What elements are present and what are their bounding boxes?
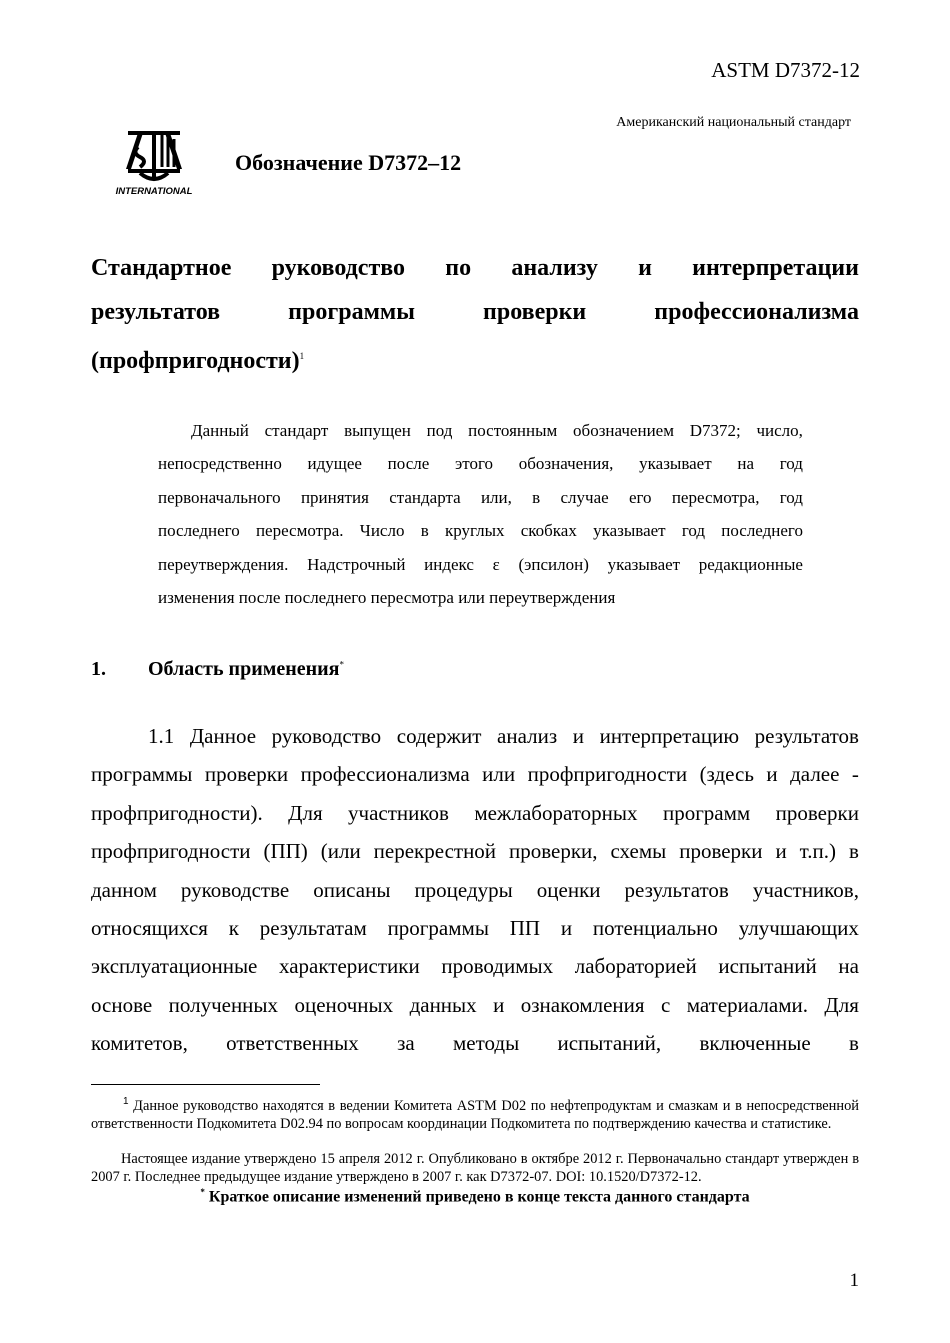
paragraph-line: эксплуатационные характеристики проводимых лабораторией испытаний на bbox=[91, 954, 859, 979]
paragraph-line: относящихся к результатам программы ПП и потенциально улучшающих bbox=[91, 916, 859, 941]
footnote-ref[interactable]: 1 bbox=[299, 351, 305, 361]
paragraph-line: 1.1 Данное руководство содержит анализ и интерпретацию результатов bbox=[148, 724, 859, 748]
astm-logo bbox=[112, 127, 196, 199]
page-number: 1 bbox=[849, 1270, 859, 1291]
footnote-1-mark: 1 bbox=[123, 1096, 129, 1107]
preface-line: первоначального принятия стандарта или, в случае его пересмотра, год bbox=[158, 487, 803, 507]
section-number: 1. bbox=[91, 658, 106, 680]
title-line-1: Стандартное руководство по анализу и интерпретации bbox=[91, 255, 859, 281]
paragraph-1-1 bbox=[91, 717, 859, 1063]
paragraph-line: основе полученных оценочных данных и ознакомления с материалами. Для bbox=[91, 992, 859, 1017]
changes-mark[interactable]: * bbox=[339, 659, 344, 670]
preface-line: переутверждения. Надстрочный индекс ε (эпсилон) указывает редакционные bbox=[158, 554, 803, 574]
paragraph-line: программы проверки профессионализма или профпригодности (здесь и далее - bbox=[91, 762, 859, 787]
paragraph-line: профпригодности). Для участников межлабораторных программ проверки bbox=[91, 800, 859, 825]
paragraph-line: профпригодности (ПП) (или перекрестной проверки, схемы проверки и т.п.) в bbox=[91, 839, 859, 864]
preface-line: последнего пересмотра. Число в круглых скобках указывает год последнего bbox=[158, 521, 803, 541]
preface-line: Данный стандарт выпущен под постоянным обозначением D7372; число, bbox=[191, 421, 803, 440]
preface-last-line: изменения после последнего пересмотра или переутверждения bbox=[158, 588, 616, 608]
footnote-edition: Настоящее издание утверждено 15 апреля 2012 г. Опубликовано в октябре 2012 г. Первоначально стандарт утвержден в 2007 г. Последнее предыдущее издание утверждено в 2007 г. как D7372-07. DOI: 10.1520/D7372-12. bbox=[91, 1151, 859, 1185]
document-title bbox=[91, 246, 859, 383]
section-title: Область применения bbox=[148, 658, 340, 680]
footnote-changes: * Краткое описание изменений приведено в конце текста данного стандарта bbox=[200, 1187, 750, 1206]
footnote-1: $^1$ Данное руководство находятся в ведении Комитета ASTM D02 по нефтепродуктам и смазкам и в непосредственной ответственности Подкомитета D02.94 по вопросам координации Подкомитета по подтверждению качества и статистике. bbox=[91, 1096, 859, 1132]
standard-preface bbox=[158, 414, 803, 614]
designation-heading: Обозначение D7372–12 bbox=[235, 150, 462, 175]
paragraph-line: данном руководстве описаны процедуры оценки результатов участников, bbox=[91, 877, 859, 902]
title-line-3: (профпригодности)$^1$ bbox=[91, 348, 305, 374]
footnote-separator bbox=[91, 1084, 320, 1085]
preface-line: непосредственно идущее после этого обозначения, указывает на год bbox=[158, 454, 803, 474]
document-code: ASTM D7372-12 bbox=[711, 58, 860, 82]
title-line-2: результатов программы проверки профессионализма bbox=[91, 299, 859, 325]
paragraph-line: комитетов, ответственных за методы испытаний, включенные в bbox=[91, 1031, 859, 1056]
standard-type-label: Американский национальный стандарт bbox=[616, 115, 851, 130]
footnote-changes-mark: * bbox=[200, 1187, 205, 1197]
logo-text: INTERNATIONAL bbox=[115, 186, 193, 197]
